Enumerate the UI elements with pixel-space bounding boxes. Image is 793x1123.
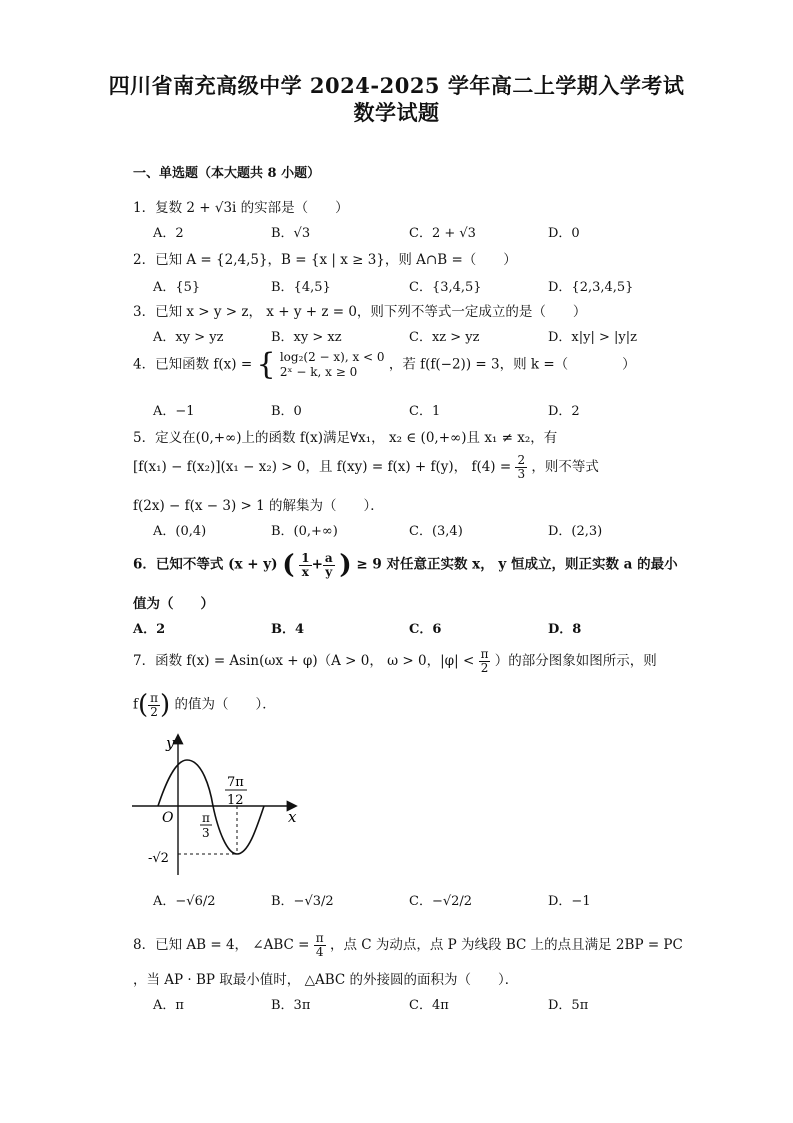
q5-option-d: D．(2,3) <box>548 524 603 539</box>
q3-option-a: A．xy > yz <box>153 330 224 345</box>
q7-option-d: D．−1 <box>548 894 591 909</box>
tick-7pi12-num: 7π <box>227 775 244 790</box>
question-7-line2 <box>133 690 276 720</box>
q2-option-d: D．{2,3,4,5} <box>548 280 634 295</box>
question-5-line3: f(2x) − f(x − 3) > 1 的解集为（ ）． <box>133 498 384 514</box>
q6-frac2-num: a <box>324 550 333 565</box>
q5-fraction <box>515 454 527 481</box>
page-title-line2: 数学试题 <box>353 100 440 125</box>
q4-case-2: 2ˣ − k, x ≥ 0 <box>279 365 358 379</box>
q7-option-c: C．−√2/2 <box>409 894 473 909</box>
q6-stem-b: ≥ 9 对任意正实数 x， y 恒成立，则正实数 a 的最小 <box>356 556 678 573</box>
q8-option-d: D．5π <box>548 998 589 1013</box>
q8-stem-b: ，点 C 为动点，点 P 为线段 BC 上的点且满足 2BP = PC <box>329 937 683 953</box>
sine-graph <box>130 730 310 880</box>
q5-option-a: A．(0,4) <box>153 524 207 539</box>
question-1-stem: 1．复数 2 + √3i 的实部是（ ） <box>133 200 349 216</box>
origin-label: O <box>162 810 174 826</box>
q6-option-c: C．6 <box>409 622 442 637</box>
q4-piecewise <box>280 350 385 380</box>
q6-frac-2 <box>323 552 335 579</box>
q8-stem-a: 8．已知 AB = 4， ∠ABC = <box>133 937 310 953</box>
q6-frac2-den: y <box>325 564 333 579</box>
q6-frac-1 <box>299 552 311 579</box>
tick-pi3-num: π <box>202 811 210 825</box>
q7-phi-frac <box>479 648 491 675</box>
question-2-stem: 2．已知 A = {2,4,5}，B = {x | x ≥ 3}，则 A∩B =（ ） <box>133 252 517 268</box>
q6-frac1-num: 1 <box>301 550 310 565</box>
q6-option-d: D．8 <box>548 622 582 637</box>
q8-angle-den: 4 <box>315 945 324 959</box>
q2-option-c: C．{3,4,5} <box>409 280 482 295</box>
q7-line2-f: f <box>133 696 138 713</box>
q5-line2-b: ，则不等式 <box>531 459 599 475</box>
q7-arg-frac <box>148 692 160 719</box>
q4-option-a: A．−1 <box>153 404 195 419</box>
q7-close-paren: ) <box>160 690 171 720</box>
q7-stem-b: ）的部分图象如图所示，则 <box>494 653 657 669</box>
q5-option-c: C．(3,4) <box>409 524 463 539</box>
x-axis-label: x <box>288 808 297 826</box>
q7-phi-den: 2 <box>480 661 489 675</box>
q4-option-d: D．2 <box>548 404 580 419</box>
y-axis-label: y <box>166 734 175 752</box>
q7-line2-b: 的值为（ ）． <box>174 696 276 713</box>
question-6-stem: 6．已知不等式 (x + y) ( $\frac{1}{x}$ + $\frac{a}{y}$ ) ≥ 9 对任意正实数 x， y 恒成立，则正实数 a 的最小 <box>133 550 678 580</box>
q7-stem-a: 7．函数 f(x) = Asin(ωx + φ)（A > 0， ω > 0，|φ| < <box>133 653 475 669</box>
question-7-stem <box>133 648 657 675</box>
sine-curve <box>158 760 264 854</box>
question-5-line1: 5．定义在(0,+∞)上的函数 f(x)满足∀x₁， x₂ ∈ (0,+∞)且 x₁ ≠ x₂，有 <box>133 430 558 446</box>
q6-frac1-den: x <box>301 564 309 579</box>
q8-option-b: B．3π <box>271 998 311 1013</box>
tick-7pi12-den: 12 <box>227 793 244 808</box>
piecewise-brace: { <box>256 347 276 382</box>
question-8-stem <box>133 932 683 959</box>
section-heading: 一、单选题（本大题共 8 小题） <box>133 166 321 181</box>
q4-stem-suffix: ，若 f(f(−2)) = 3，则 k =（ ） <box>388 356 636 373</box>
q3-option-c: C．xz > yz <box>409 330 480 345</box>
q6-open-paren: ( <box>282 550 295 580</box>
question-8-line2: ，当 AP · BP 取最小值时， △ABC 的外接圆的面积为（ ）． <box>133 972 519 988</box>
q6-close-paren: ) <box>339 550 352 580</box>
q6-option-b: B．4 <box>271 622 305 637</box>
q4-case-1: log₂(2 − x), x < 0 <box>279 350 385 364</box>
q7-option-b: B．−√3/2 <box>271 894 334 909</box>
question-3-stem: 3．已知 x > y > z， x + y + z = 0，则下列不等式一定成立的是（ ） <box>133 304 587 320</box>
q7-arg-den: 2 <box>150 704 158 719</box>
q3-option-d: D．x|y| > |y|z <box>548 330 637 345</box>
q1-option-d: D．0 <box>548 226 580 241</box>
q6-option-a: A．2 <box>133 622 166 637</box>
q4-option-c: C．1 <box>409 404 441 419</box>
q1-option-c: C．2 + √3 <box>409 226 476 241</box>
q4-stem-prefix: 4．已知函数 f(x) = <box>133 356 253 373</box>
q8-option-a: A．π <box>153 998 184 1013</box>
min-value-label: -√2 <box>148 851 169 866</box>
q7-open-paren: ( <box>138 690 149 720</box>
q5-frac-den: 3 <box>517 467 526 481</box>
q2-option-b: B．{4,5} <box>271 280 331 295</box>
question-4-stem <box>133 347 636 382</box>
page-title-line1: 四川省南充高级中学 2024-2025 学年高二上学期入学考试 <box>108 73 685 98</box>
q8-angle-frac <box>314 932 326 959</box>
q7-arg-num: π <box>150 690 159 705</box>
q4-option-b: B．0 <box>271 404 302 419</box>
q7-option-a: A．−√6/2 <box>153 894 216 909</box>
q5-option-b: B．(0,+∞) <box>271 524 338 539</box>
q5-line2-a: [f(x₁) − f(x₂)](x₁ − x₂) > 0，且 f(xy) = f(x) + f(y)， f(4) = <box>133 459 512 475</box>
q2-option-a: A．{5} <box>153 280 201 295</box>
q1-option-b: B．√3 <box>271 226 311 241</box>
q8-option-c: C．4π <box>409 998 449 1013</box>
q5-frac-num: 2 <box>517 453 526 467</box>
q7-phi-num: π <box>480 647 489 661</box>
tick-pi3-den: 3 <box>202 826 210 840</box>
question-6-line2: 值为（ ） <box>133 596 214 612</box>
q6-stem-a: 6．已知不等式 (x + y) <box>133 556 278 573</box>
q3-option-b: B．xy > xz <box>271 330 342 345</box>
question-5-line2 <box>133 454 599 481</box>
q1-option-a: A．2 <box>153 226 184 241</box>
q8-angle-num: π <box>315 931 324 945</box>
